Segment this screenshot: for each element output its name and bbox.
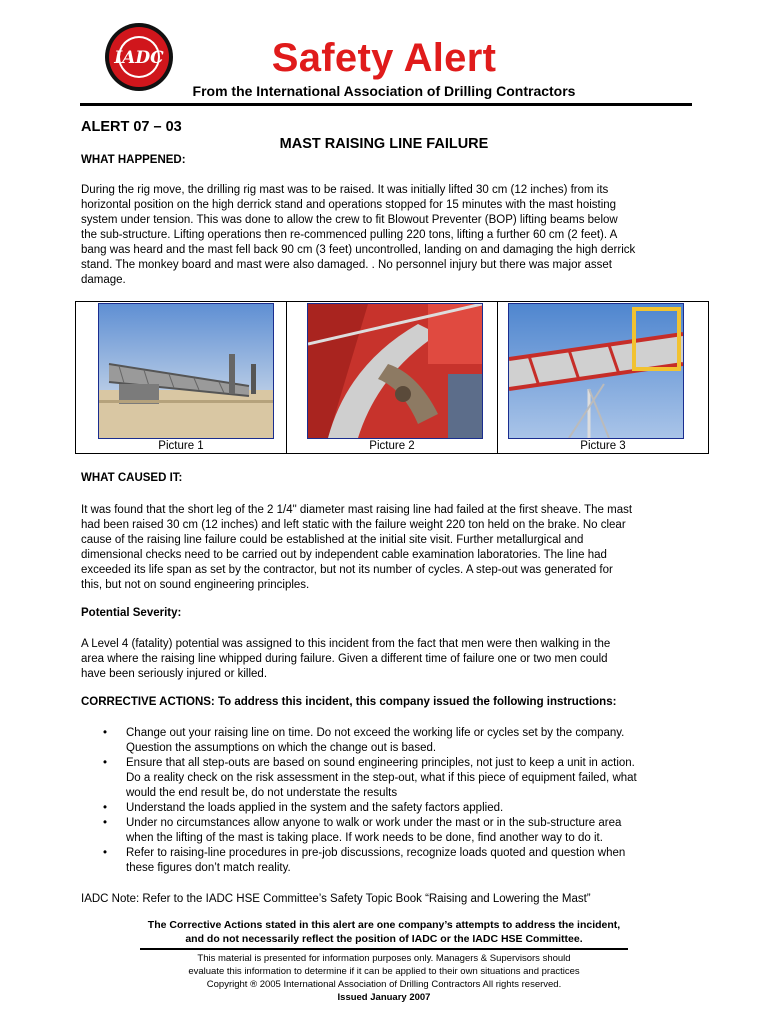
iadc-note: IADC Note: Refer to the IADC HSE Committee’s Safety Topic Book “Raising and Lowering the Mast” — [81, 893, 591, 905]
text-line: would the end result be, do not understate the results — [126, 787, 398, 799]
text-line: During the rig move, the drilling rig mast was to be raised. It was initially lifted 30 cm (12 inches) from its — [81, 184, 609, 196]
bullet: • — [103, 757, 108, 769]
list-item — [81, 756, 690, 801]
text-line: Change out your raising line on time. Do not exceed the working life or cycles set by the company. — [126, 727, 625, 739]
issued-date: Issued January 2007 — [337, 992, 431, 1003]
picture-3-image — [508, 303, 684, 439]
header-divider — [80, 103, 692, 106]
bullet: • — [103, 802, 108, 814]
what-happened-text — [81, 183, 690, 288]
disclaimer-line: and do not necessarily reflect the position of IADC or the IADC HSE Committee. — [185, 933, 583, 945]
disclaimer — [0, 918, 768, 946]
picture-1-image — [98, 303, 274, 439]
alert-number: ALERT 07 – 03 — [81, 119, 182, 135]
text-line: this, but not on sound engineering principles. — [81, 579, 310, 591]
what-caused-heading: WHAT CAUSED IT: — [81, 472, 183, 484]
list-item — [81, 816, 690, 846]
what-caused-text — [81, 503, 690, 593]
picture-2-caption: Picture 2 — [369, 440, 415, 452]
picture-1-caption: Picture 1 — [158, 440, 204, 452]
picture-3-caption: Picture 3 — [580, 440, 626, 452]
text-line: have been seriously injured or killed. — [81, 668, 268, 680]
list-item — [81, 726, 690, 756]
text-line: It was found that the short leg of the 2 1/4" diameter mast raising line had failed at the first sheave. The mast — [81, 504, 633, 516]
what-happened-heading: WHAT HAPPENED: — [81, 154, 186, 166]
text-line: area where the raising line whipped during failure. Given a different time of failure one or two men could — [81, 653, 608, 665]
alert-title: MAST RAISING LINE FAILURE — [279, 136, 489, 152]
text-line: Ensure that all step-outs are based on sound engineering principles, not just to keep a unit in action. — [126, 757, 635, 769]
text-line: these figures don’t match reality. — [126, 862, 291, 874]
text-line: A Level 4 (fatality) potential was assigned to this incident from the fact that men were then walking in the — [81, 638, 611, 650]
disclaimer-line: The Corrective Actions stated in this alert are one company’s attempts to address the incident, — [147, 919, 621, 931]
picture-cell-2 — [287, 302, 498, 453]
page-subtitle: From the International Association of Drilling Contractors — [192, 83, 576, 99]
picture-cell-3 — [498, 302, 708, 453]
corrective-actions-list — [81, 726, 690, 876]
severity-heading: Potential Severity: — [81, 607, 182, 619]
text-line: Refer to raising-line procedures in pre-job discussions, recognize loads quoted and question when — [126, 847, 626, 859]
footer-line: This material is presented for information purposes only. Managers & Supervisors should — [197, 953, 571, 964]
text-line: Under no circumstances allow anyone to walk or work under the mast or in the sub-structure area — [126, 817, 622, 829]
list-item — [81, 801, 690, 816]
text-line: horizontal position on the high derrick stand and operations stopped for 15 minutes with the mast hoisting — [81, 199, 617, 211]
text-line: Understand the loads applied in the system and the safety factors applied. — [126, 802, 504, 814]
text-line: Do a reality check on the risk assessment in the step-out, what if this piece of equipment failed, what — [126, 772, 637, 784]
footer — [0, 952, 768, 1004]
svg-text:IADC: IADC — [114, 48, 164, 68]
footer-divider — [140, 948, 628, 950]
text-line: system under tension. This was done to allow the crew to fit Blowout Preventer (BOP) lifting beams below — [81, 214, 618, 226]
text-line: cause of the raising line failure could be established at the initial site visit. Further metallurgical and — [81, 534, 584, 546]
bullet: • — [103, 727, 108, 739]
picture-2-image — [307, 303, 483, 439]
corrective-actions-heading: CORRECTIVE ACTIONS: To address this incident, this company issued the following instructions: — [81, 696, 617, 708]
text-line: stand. The monkey board and mast were also damaged. . No personnel injury but there was major asset — [81, 259, 612, 271]
text-line: dimensional checks need to be carried out by independent cable examination laboratories. The line had — [81, 549, 607, 561]
bullet: • — [103, 847, 108, 859]
text-line: bang was heard and the mast fell back 90 cm (3 feet) uncontrolled, landing on and damaging the high derrick — [81, 244, 636, 256]
footer-line: evaluate this information to determine if it can be applied to their own situations and practices — [188, 966, 580, 977]
page-title: Safety Alert — [271, 36, 497, 80]
copyright-line: Copyright ® 2005 International Association of Drilling Contractors All rights reserved. — [206, 979, 562, 990]
text-line: Question the assumptions on which the change out is based. — [126, 742, 437, 754]
text-line: had been raised 30 cm (12 inches) and left static with the failure weight 220 ton held on the brake. No clear — [81, 519, 626, 531]
text-line: the sub-structure. Lifting operations then re-commenced pulling 220 tons, lifting a further 60 cm (2 feet). A — [81, 229, 618, 241]
bullet: • — [103, 817, 108, 829]
text-line: damage. — [81, 274, 126, 286]
list-item — [81, 846, 690, 876]
picture-cell-1 — [76, 302, 287, 453]
text-line: when the lifting of the mast is taking place. If work needs to be done, find another way to do it. — [126, 832, 603, 844]
severity-text — [81, 637, 690, 682]
text-line: exceeded its life span as set by the contractor, but not its number of cycles. A step-out was generated for — [81, 564, 613, 576]
pictures-table — [75, 301, 709, 454]
